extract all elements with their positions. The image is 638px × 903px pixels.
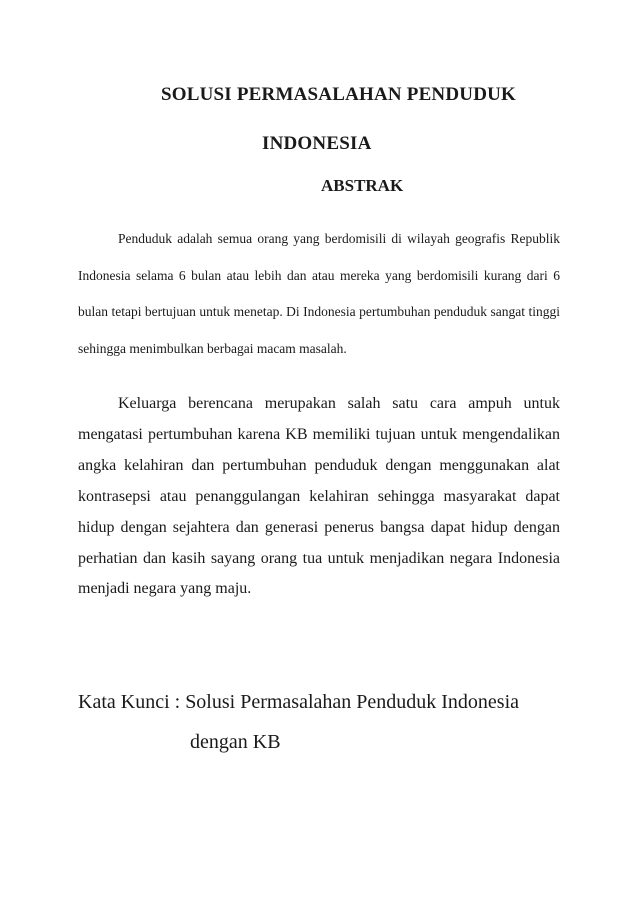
keywords-block bbox=[78, 682, 568, 753]
keywords-text-line-1: Solusi Permasalahan Penduduk Indonesia bbox=[185, 691, 520, 713]
document-title-line-1: SOLUSI PERMASALAHAN PENDUDUK bbox=[161, 84, 517, 105]
abstract-heading: ABSTRAK bbox=[321, 176, 404, 195]
abstract-paragraph-1: Penduduk adalah semua orang yang berdomisili di wilayah geografis Republik Indonesia selama 6 bulan atau lebih dan atau mereka yang berdomisili kurang dari 6 bulan tetapi bertujuan untuk menetap. Di Indonesia pertumbuhan penduduk sangat tinggi sehingga menimbulkan berbagai macam masalah. bbox=[78, 231, 560, 356]
keywords-label: Kata Kunci : bbox=[78, 691, 186, 713]
abstract-paragraph-2: Keluarga berencana merupakan salah satu cara ampuh untuk mengatasi pertumbuhan karena KB memiliki tujuan untuk mengendalikan angka kelahiran dan pertumbuhan penduduk dengan menggunakan alat kontrasepsi atau penanggulangan kelahiran sehingga masyarakat dapat hidup dengan sejahtera dan generasi penerus bangsa dapat hidup dengan perhatian dan kasih sayang orang tua untuk menjadikan negara Indonesia menjadi negara yang maju. bbox=[78, 395, 560, 598]
keywords-text-line-2: dengan KB bbox=[190, 731, 281, 753]
document-title-line-2: INDONESIA bbox=[262, 133, 372, 154]
